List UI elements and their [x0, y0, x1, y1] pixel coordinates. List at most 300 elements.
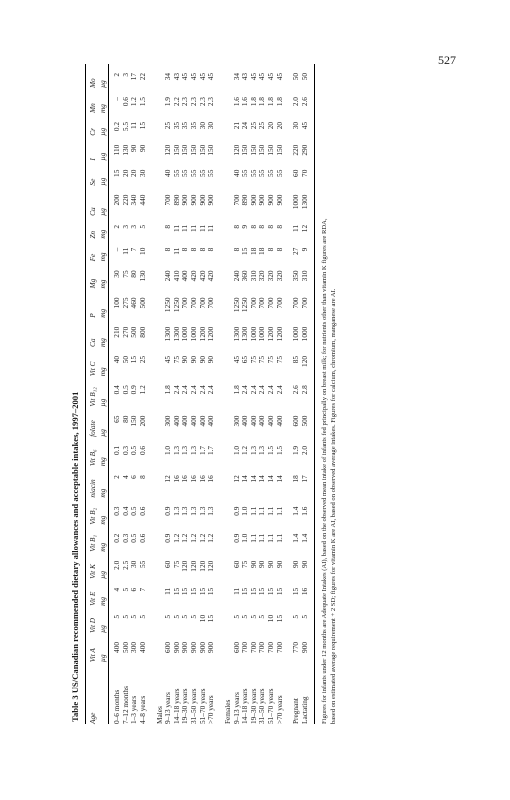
table-cell: 700: [163, 194, 173, 206]
col-unit: µg: [97, 127, 107, 136]
table-cell: 20: [274, 121, 284, 130]
table-cell: 16: [206, 475, 216, 483]
col-header: Vit B₆: [88, 449, 97, 467]
table-cell: 10: [265, 614, 275, 623]
table-cell: 150: [248, 144, 258, 156]
table-cell: 1.6: [231, 97, 241, 107]
table-row: [258, 64, 267, 724]
row-label: 51–70 years: [197, 688, 207, 724]
table-cell: 8: [163, 247, 173, 252]
col-unit: µg: [97, 80, 107, 89]
table-cell: 90: [189, 355, 199, 364]
table-cell: 11: [129, 121, 139, 129]
table-cell: 55: [180, 169, 190, 177]
table-cell: 700: [265, 641, 275, 653]
table-cell: 900: [197, 641, 207, 653]
table-cell: 150: [265, 144, 275, 156]
table-cell: 11: [189, 224, 199, 232]
table-cell: 20: [265, 121, 275, 130]
table-cell: 5: [291, 614, 301, 619]
table-cell: 90: [265, 560, 275, 569]
table-cell: 2.4: [257, 385, 267, 395]
table-cell: 11: [197, 224, 207, 232]
table-cell: 1.4: [299, 533, 309, 543]
table-cell: 21: [231, 121, 241, 130]
row-label: 0–6 months: [112, 689, 122, 724]
table-cell: 1300: [240, 326, 250, 342]
table-cell: 17: [129, 73, 139, 81]
table-cell: 45: [231, 355, 241, 364]
table-cell: 3: [129, 224, 139, 229]
table-cell: 400: [180, 415, 190, 427]
table-cell: 11: [171, 247, 181, 255]
table-cell: 2.4: [171, 385, 181, 395]
table-cell: 2.4: [197, 385, 207, 395]
table-cell: 15: [257, 587, 267, 596]
table-cell: 150: [180, 144, 190, 156]
table-row: [199, 64, 208, 724]
table-cell: 45: [206, 73, 216, 81]
table-cell: 45: [257, 73, 267, 81]
table-cell: 900: [180, 641, 190, 653]
table-cell: 900: [206, 194, 216, 206]
table-cell: 90: [257, 560, 267, 569]
table-cell: 2.3: [197, 97, 207, 107]
table-cell: 40: [112, 355, 122, 364]
table-cell: 700: [299, 297, 309, 309]
table-cell: 400: [197, 415, 207, 427]
table-cell: 55: [197, 169, 207, 177]
table-cell: 6: [129, 587, 139, 592]
table-cell: 2: [112, 224, 122, 229]
table-cell: 34: [163, 73, 173, 81]
table-cell: 1.1: [257, 533, 267, 543]
col-header: I: [88, 158, 97, 161]
table-cell: 420: [189, 270, 199, 282]
group-spacer: [284, 64, 292, 724]
table-cell: 310: [299, 270, 309, 282]
table-cell: 8: [180, 247, 190, 252]
table-cell: 75: [120, 270, 130, 278]
table-cell: 55: [189, 169, 199, 177]
table-cell: 1.8: [163, 385, 173, 395]
table-cell: 1.1: [274, 506, 284, 516]
table-cell: 90: [138, 144, 148, 153]
table-cell: 1300: [163, 326, 173, 342]
table-cell: 1.3: [171, 445, 181, 456]
col-unit: mg: [97, 596, 107, 606]
table-cell: 15: [240, 247, 250, 255]
row-label: Lactating: [299, 696, 309, 724]
col-header: Vit E: [88, 591, 97, 606]
table-cell: 1.7: [197, 445, 207, 456]
row-label: 51–70 years: [265, 688, 275, 724]
table-cell: 1.9: [163, 97, 173, 107]
col-header: Vit B₁: [88, 534, 97, 552]
table-cell: 25: [138, 355, 148, 364]
col-unit: mg: [97, 229, 107, 239]
row-label: 31–50 years: [257, 688, 267, 724]
table-cell: 1.2: [189, 533, 199, 543]
col-header: Fe: [88, 253, 97, 262]
col-header: Vit B₁₂: [88, 387, 97, 407]
table-cell: 30: [138, 169, 148, 177]
table-cell: 150: [197, 144, 207, 156]
table-cell: 85: [291, 355, 301, 364]
table-cell: 15: [197, 587, 207, 596]
table-cell: 75: [257, 355, 267, 364]
table-cell: 900: [171, 641, 181, 653]
table-cell: 150: [257, 144, 267, 156]
table-cell: 220: [291, 144, 301, 156]
table-cell: 3: [120, 224, 130, 229]
table-cell: 15: [112, 169, 122, 177]
table-cell: 15: [180, 587, 190, 596]
table-cell: 320: [257, 270, 267, 282]
table-cell: 90: [129, 144, 139, 153]
table-cell: 5: [129, 614, 139, 619]
table-body: [113, 64, 309, 724]
table-cell: 15: [171, 587, 181, 596]
table-cell: 150: [171, 144, 181, 156]
table-cell: 1200: [206, 326, 216, 342]
col-unit: mg: [97, 488, 107, 498]
table-cell: 2.4: [274, 385, 284, 395]
col-header: Vit D: [88, 617, 97, 633]
table-cell: 700: [291, 297, 301, 309]
row-label: 14–18 years: [171, 688, 181, 724]
table-cell: 1.3: [180, 445, 190, 456]
table-cell: 700: [197, 297, 207, 309]
table-cell: 5: [299, 614, 309, 619]
table-cell: 200: [138, 415, 148, 427]
table-cell: 120: [231, 144, 241, 156]
table-cell: 1.0: [231, 445, 241, 456]
table-cell: 12: [231, 475, 241, 483]
table-cell: 120: [163, 144, 173, 156]
table-cell: 1.5: [265, 445, 275, 456]
table-cell: 360: [240, 270, 250, 282]
table-cell: 500: [138, 297, 148, 309]
table-cell: 700: [257, 297, 267, 309]
table-cell: 900: [180, 194, 190, 206]
table-cell: 700: [274, 641, 284, 653]
note-line: Figures for infants under 12 months are Adequate Intakes (AI), based on the observed mean intake of infants fed principally on breast milk; for nutrients other than vitamin K figures are RDA,: [321, 218, 329, 724]
table-cell: 16: [197, 475, 207, 483]
table-cell: 2: [112, 73, 122, 77]
table-cell: 5: [189, 614, 199, 619]
table-cell: 40: [231, 169, 241, 177]
table-cell: 300: [163, 415, 173, 427]
table-cell: 0.6: [120, 97, 130, 107]
table-cell: 14: [248, 475, 258, 483]
row-label: 9–13 years: [163, 692, 173, 724]
table-cell: 11: [291, 224, 301, 232]
table-cell: 10: [197, 614, 207, 623]
table-cell: 45: [163, 355, 173, 364]
table-cell: 8: [138, 475, 148, 479]
table-cell: 90: [291, 560, 301, 569]
table-cell: 0.5: [120, 385, 130, 395]
table-cell: 340: [129, 194, 139, 206]
table-cell: 0.6: [138, 533, 148, 543]
table-cell: 2.4: [180, 385, 190, 395]
table-cell: 8: [206, 247, 216, 252]
table-cell: 1.8: [257, 97, 267, 107]
table-cell: 500: [299, 415, 309, 427]
table-cell: 30: [206, 121, 216, 130]
table-cell: 11: [231, 587, 241, 595]
table-cell: 3: [120, 73, 130, 77]
table-cell: 1200: [274, 326, 284, 342]
table-cell: 700: [265, 297, 275, 309]
table-cell: 1.4: [291, 533, 301, 543]
table-cell: 700: [240, 641, 250, 653]
table-cell: 15: [240, 587, 250, 596]
table-cell: 500: [129, 326, 139, 338]
table-cell: 890: [240, 194, 250, 206]
table-cell: 1300: [171, 326, 181, 342]
table-cell: 17: [299, 475, 309, 483]
table-cell: 11: [180, 224, 190, 232]
table-row: [164, 64, 173, 724]
table-cell: 25: [248, 121, 258, 130]
table-row: [139, 64, 148, 724]
table-cell: 150: [240, 144, 250, 156]
table-cell: 55: [206, 169, 216, 177]
table-cell: 700: [248, 641, 258, 653]
table-cell: 400: [138, 641, 148, 653]
table-cell: 1.1: [274, 533, 284, 543]
table-cell: 0.3: [120, 533, 130, 543]
col-unit: mg: [97, 252, 107, 262]
col-unit: mg: [97, 542, 107, 552]
table-cell: 18: [291, 475, 301, 483]
table-cell: 80: [129, 270, 139, 278]
col-header: folate: [88, 420, 97, 437]
table-cell: 5: [248, 614, 258, 619]
table-cell: 900: [265, 194, 275, 206]
table-cell: 14: [257, 475, 267, 483]
table-cell: 55: [248, 169, 258, 177]
table-cell: 1000: [189, 326, 199, 342]
table-cell: 9: [299, 247, 309, 252]
table-cell: 700: [248, 297, 258, 309]
table-cell: 0.5: [129, 445, 139, 456]
table-row: [233, 64, 242, 724]
table-cell: 700: [206, 297, 216, 309]
rotated-table-block: [70, 64, 440, 724]
table-cell: 43: [240, 73, 250, 81]
table-cell: 27: [291, 247, 301, 255]
table-cell: 0.9: [163, 533, 173, 543]
table-cell: 11: [163, 587, 173, 595]
table-cell: 0.2: [112, 533, 122, 543]
table-cell: 14: [265, 475, 275, 483]
col-header: Vit A: [88, 648, 97, 663]
table-cell: 0.2: [112, 121, 122, 132]
table-cell: 270: [120, 326, 130, 338]
table-cell: 1300: [299, 194, 309, 210]
table-cell: 8: [248, 224, 258, 229]
table-cell: 2.3: [180, 97, 190, 107]
table-cell: 220: [120, 194, 130, 206]
table-cell: 1.2: [240, 445, 250, 456]
table-cell: 120: [180, 560, 190, 572]
table-cell: 5: [120, 614, 130, 619]
table-cell: 310: [248, 270, 258, 282]
table-cell: 1.1: [265, 506, 275, 516]
table-cell: 0.3: [120, 445, 130, 456]
table-cell: 150: [189, 144, 199, 156]
col-header: Ca: [88, 338, 97, 347]
table-cell: 1.2: [129, 97, 139, 107]
table-cell: 1.4: [291, 506, 301, 516]
table-cell: 22: [138, 73, 148, 81]
table-cell: 0.9: [231, 506, 241, 516]
table-cell: 240: [163, 270, 173, 282]
table-cell: 90: [274, 560, 284, 569]
table-title: Table 3 US/Canadian recommended dietary allowances and acceptable intakes, 1997–2001: [70, 391, 80, 722]
table-cell: 50: [120, 355, 130, 364]
table-cell: 2.0: [291, 97, 301, 107]
table-cell: 1000: [291, 326, 301, 342]
table-cell: 20: [120, 169, 130, 177]
table-cell: 14: [240, 475, 250, 483]
table-cell: 5: [120, 587, 130, 592]
table-cell: 15: [291, 587, 301, 596]
group-spacer: [216, 64, 224, 724]
table-cell: 120: [299, 355, 309, 367]
table-row: [173, 64, 182, 724]
table-cell: 1.2: [197, 533, 207, 543]
table-cell: 1250: [163, 297, 173, 313]
table-cell: 900: [248, 194, 258, 206]
table-cell: 1.3: [248, 445, 258, 456]
table-cell: 16: [171, 475, 181, 483]
table-row: [267, 64, 276, 724]
col-header: P: [88, 313, 97, 318]
col-header: Zn: [88, 230, 97, 239]
table-cell: 2.0: [299, 445, 309, 456]
header-names-row: [86, 64, 99, 724]
table-cell: 600: [291, 415, 301, 427]
table-cell: 14: [274, 475, 284, 483]
table-cell: 1250: [171, 297, 181, 313]
table-cell: 15: [189, 587, 199, 596]
table-cell: 65: [112, 415, 122, 423]
table-cell: 4: [112, 587, 122, 592]
table-cell: 12: [299, 224, 309, 233]
table-cell: 420: [197, 270, 207, 282]
table-cell: 11: [171, 224, 181, 232]
table-cell: 800: [138, 326, 148, 338]
table-cell: 1.5: [274, 445, 284, 456]
table-cell: 2.4: [189, 385, 199, 395]
table-cell: 1.0: [163, 445, 173, 456]
table-cell: 150: [206, 144, 216, 156]
table-cell: 500: [120, 641, 130, 653]
table-cell: 1.2: [180, 533, 190, 543]
row-label: 14–18 years: [240, 688, 250, 724]
col-header: Vit K: [88, 564, 97, 579]
table-cell: 30: [129, 560, 139, 569]
table-cell: 300: [231, 415, 241, 427]
table-cell: 1.6: [299, 506, 309, 516]
table-cell: 1.8: [231, 385, 241, 395]
table-cell: 18: [257, 247, 267, 255]
table-cell: 1.8: [274, 97, 284, 107]
table-cell: 300: [129, 641, 139, 653]
table-cell: 0.5: [129, 533, 139, 543]
table-cell: 90: [206, 355, 216, 364]
table-cell: 0.9: [129, 385, 139, 395]
table-cell: 0.6: [138, 445, 148, 456]
table-cell: 0.9: [163, 506, 173, 516]
table-cell: 1.9: [291, 445, 301, 456]
table-row: [301, 64, 310, 724]
table-cell: 400: [257, 415, 267, 427]
table-row: [250, 64, 259, 724]
table-cell: 120: [206, 560, 216, 572]
table-cell: 890: [171, 194, 181, 206]
table-cell: 8: [163, 224, 173, 229]
table-cell: 90: [248, 560, 258, 569]
table-cell: 900: [189, 194, 199, 206]
row-label: >70 years: [274, 695, 284, 724]
table-cell: 16: [299, 587, 309, 596]
page-number: 527: [438, 53, 456, 67]
table-cell: 90: [180, 355, 190, 364]
table-cell: 900: [197, 194, 207, 206]
table-cell: 16: [189, 475, 199, 483]
table-cell: 30: [197, 121, 207, 130]
table-cell: 5: [231, 614, 241, 619]
table-cell: 8: [265, 224, 275, 229]
table-cell: 15: [274, 614, 284, 623]
col-header: Mo: [88, 78, 97, 89]
table-cell: 15: [248, 587, 258, 596]
table-cell: 460: [129, 297, 139, 309]
table-cell: 2.5: [120, 560, 130, 570]
nutrient-table: [86, 64, 309, 724]
table-cell: 12: [163, 475, 173, 483]
table-cell: 400: [248, 415, 258, 427]
table-cell: 55: [257, 169, 267, 177]
table-cell: 2.3: [189, 97, 199, 107]
table-cell: 900: [189, 641, 199, 653]
table-cell: 70: [299, 169, 309, 177]
table-cell: 5: [112, 614, 122, 619]
table-cell: 45: [189, 73, 199, 81]
table-cell: 420: [206, 270, 216, 282]
table-cell: 5: [257, 614, 267, 619]
table-cell: 900: [257, 194, 267, 206]
table-cell: 20: [129, 169, 139, 177]
table-cell: 1.5: [138, 97, 148, 107]
table-cell: 1000: [291, 194, 301, 210]
table-cell: 210: [112, 326, 122, 338]
table-cell: 1.8: [248, 97, 258, 107]
table-cell: 90: [197, 355, 207, 364]
table-cell: 75: [265, 355, 275, 364]
row-label: 31–50 years: [189, 688, 199, 724]
table-cell: 0.3: [112, 506, 122, 516]
table-cell: 2.4: [240, 385, 250, 395]
col-unit: mg: [97, 338, 107, 347]
table-cell: 30: [112, 270, 122, 278]
table-cell: 1000: [299, 326, 309, 342]
